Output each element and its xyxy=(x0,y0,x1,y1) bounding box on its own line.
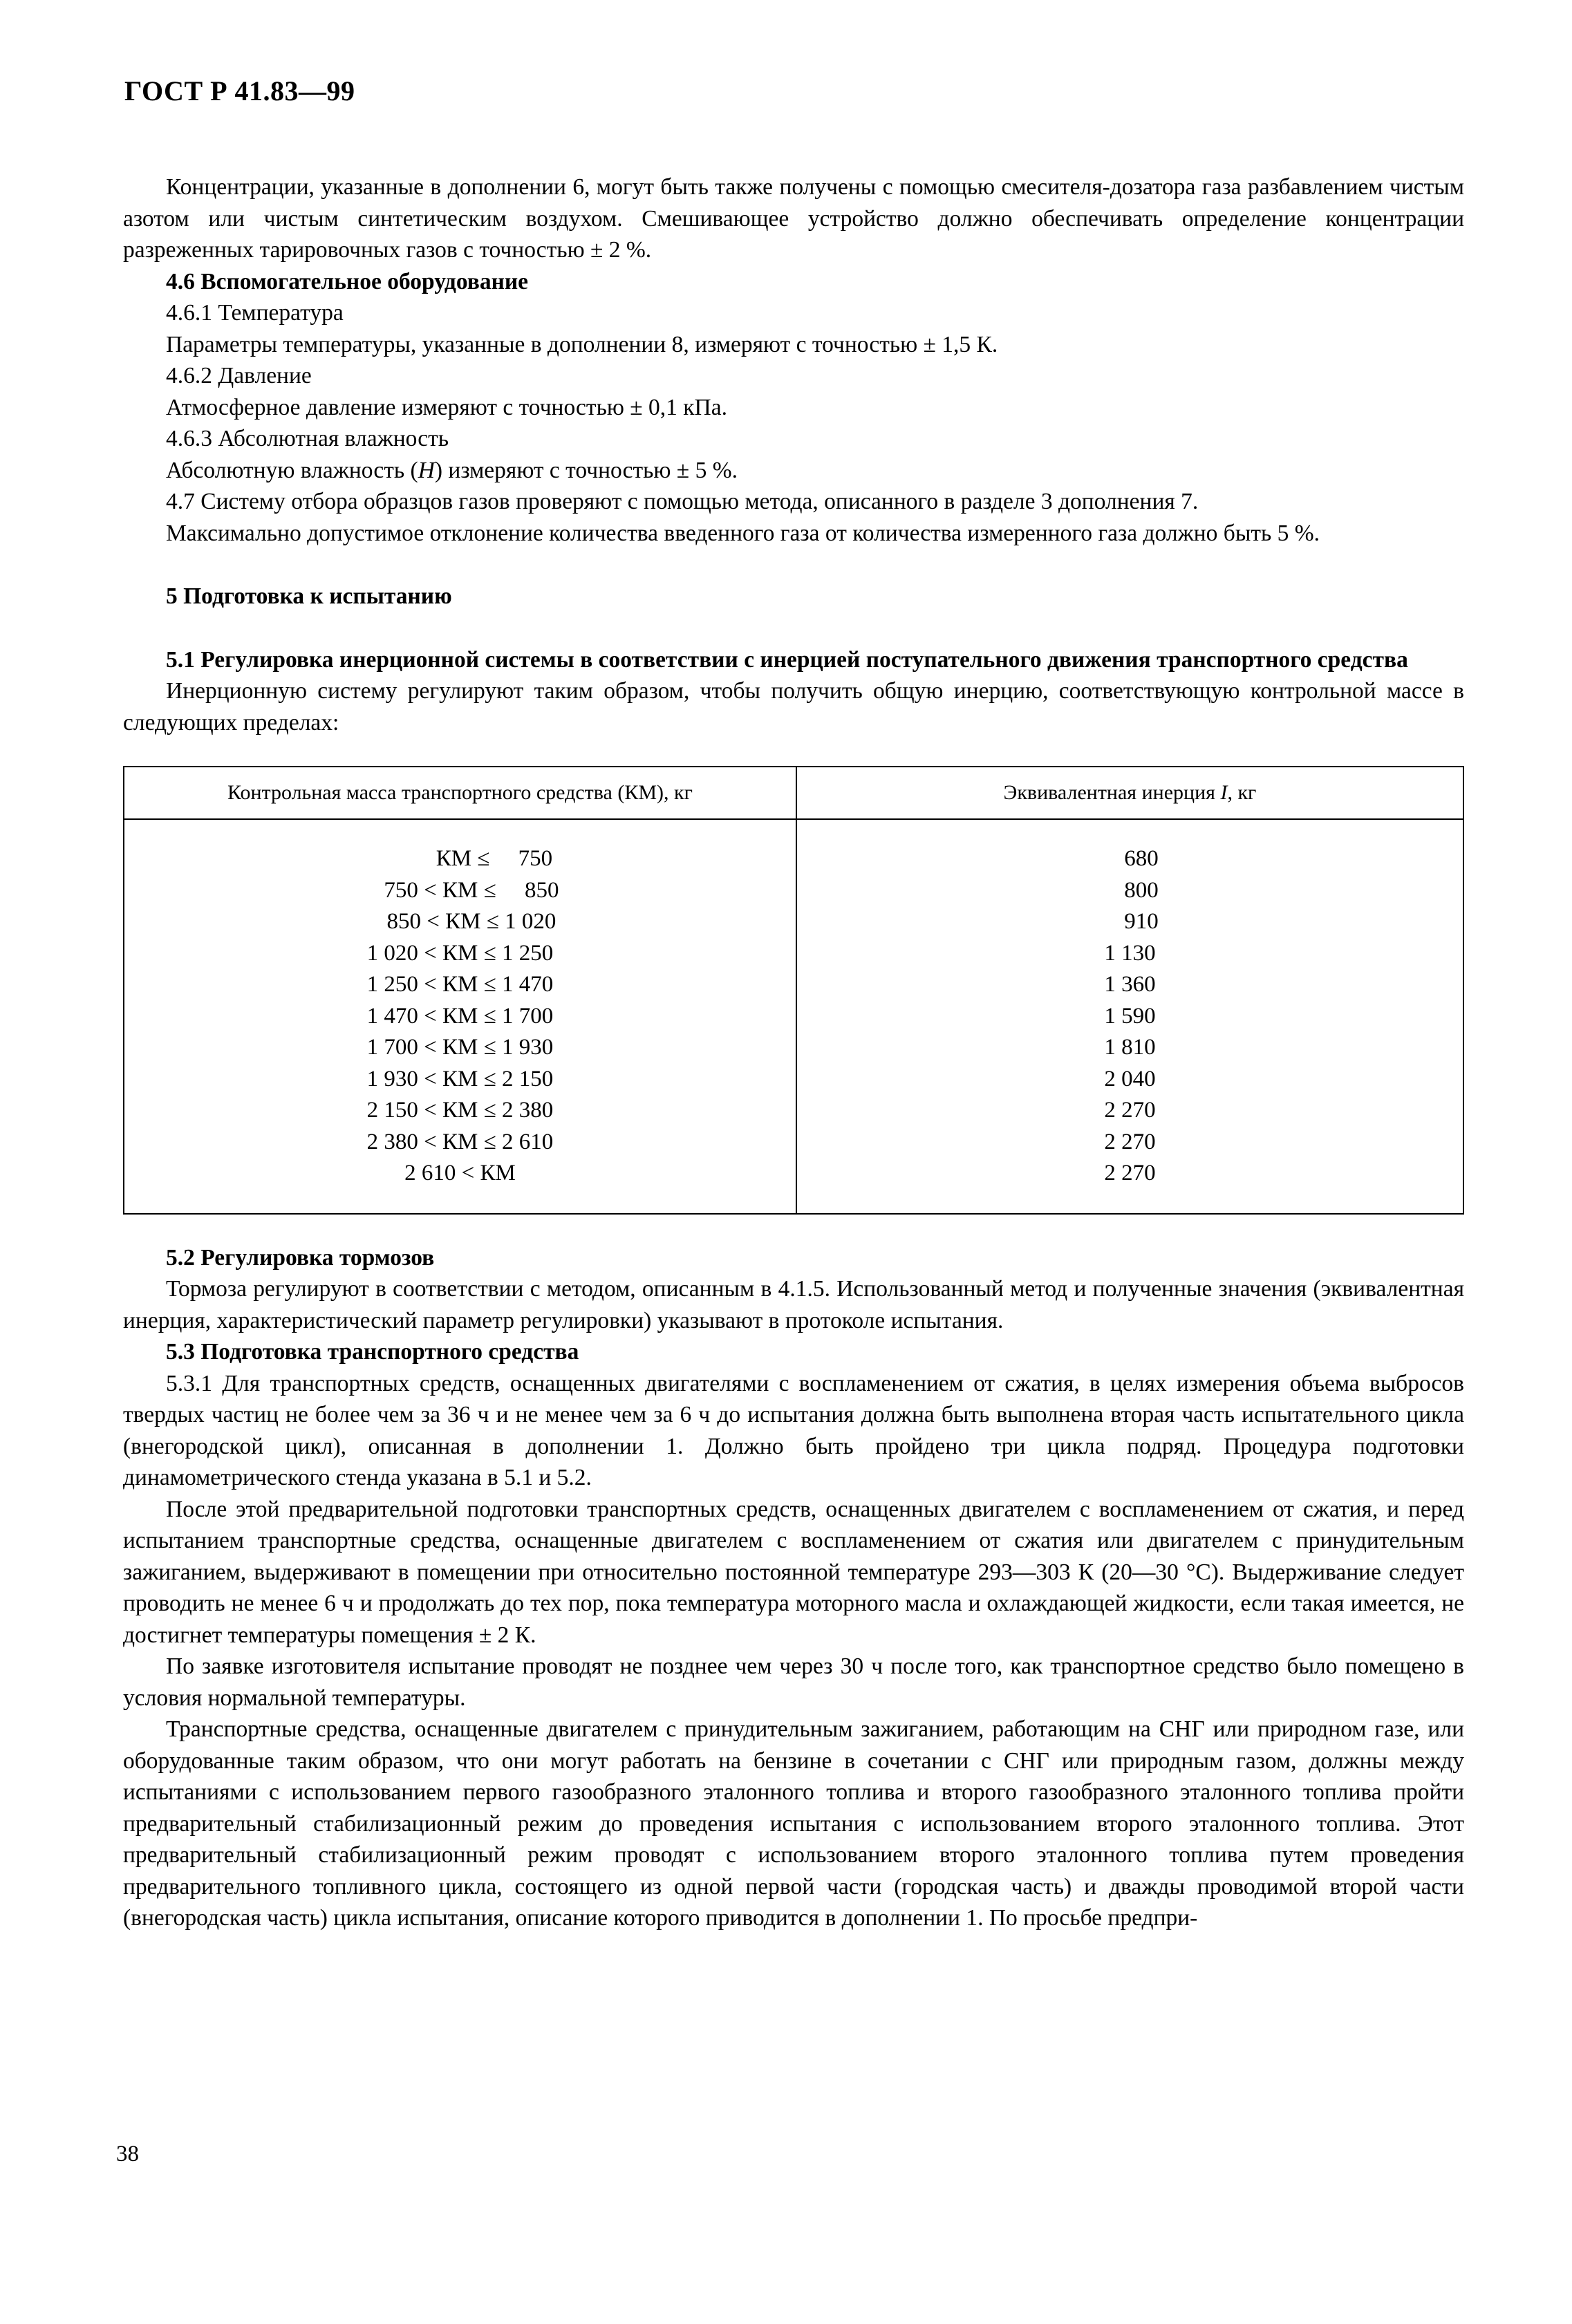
table-header-km: Контрольная масса транспортного средства (КМ), кг xyxy=(124,767,796,819)
table-header-inertia-prefix: Эквивалентная инерция xyxy=(1003,781,1221,804)
humidity-variable: Н xyxy=(418,457,435,483)
heading-4-6-3: 4.6.3 Абсолютная влажность xyxy=(166,426,449,451)
inertia-value: 1 590 xyxy=(1104,1003,1156,1029)
km-value: 1 700 < КМ ≤ 1 930 xyxy=(366,1035,554,1060)
km-value: 1 930 < КМ ≤ 2 150 xyxy=(366,1066,554,1091)
page-content xyxy=(123,171,1464,1934)
paragraph-after-preparation: После этой предварительной подготовки транспортных средств, оснащенных двигателем с воспламенением от сжатия, и перед испытанием транспортные средства, оснащенные двигателем с воспламенением от сжатия или двигателем с принудительным зажиганием, выдерживают в помещении при относительно постоянной температуре 293—303 К (20—30 °С). Выдерживание следует проводить не менее 6 ч и продолжать до тех пор, пока температура моторного масла и охлаждающей жидкости, если такая имеется, не достигнет температуры помещения ± 2 К. xyxy=(123,1496,1464,1648)
heading-4-6: 4.6 Вспомогательное оборудование xyxy=(166,268,529,294)
inertia-value: 1 810 xyxy=(1104,1035,1156,1060)
km-value: КМ ≤ 750 xyxy=(367,846,553,871)
spacer xyxy=(123,612,1464,644)
km-value: 1 470 < КМ ≤ 1 700 xyxy=(366,1003,554,1029)
heading-5-2: 5.2 Регулировка тормозов xyxy=(166,1244,435,1271)
paragraph-4-6-1: Параметры температуры, указанные в дополнении 8, измеряют с точностью ± 1,5 К. xyxy=(166,331,998,357)
heading-5-1: 5.1 Регулировка инерционной системы в соответствии с инерцией поступательного движения транспортного средства xyxy=(166,646,1408,673)
paragraph-4-6-3-part-a: Абсолютную влажность ( xyxy=(166,457,418,483)
paragraph-5-1: Инерционную систему регулируют таким образом, чтобы получить общую инерцию, соответствующую контрольной массе в следующих пределах: xyxy=(123,678,1464,735)
km-value: 2 610 < КМ xyxy=(404,1161,516,1186)
paragraph-intro: Концентрации, указанные в дополнении 6, могут быть также получены с помощью смесителя-дозатора газа разбавлением чистым азотом или чистым синтетическим воздухом. Смешивающее устройство должно обеспечивать определение концентрации разреженных тарировочных газов с точностью ± 2 %. xyxy=(123,174,1464,263)
paragraph-5-2: Тормоза регулируют в соответствии с методом, описанным в 4.1.5. Использованный метод и полученные значения (эквивалентная инерция, характеристический параметр регулировки) указывают в протоколе испытания. xyxy=(123,1276,1464,1333)
heading-4-6-1: 4.6.1 Температура xyxy=(166,300,344,326)
km-value: 2 150 < КМ ≤ 2 380 xyxy=(366,1098,554,1123)
km-value: 750 < КМ ≤ 850 xyxy=(361,877,559,903)
heading-4-6-2: 4.6.2 Давление xyxy=(166,363,312,388)
paragraph-4-6-2: Атмосферное давление измеряют с точностью ± 0,1 кПа. xyxy=(166,394,727,420)
inertia-table xyxy=(123,766,1464,1215)
table-head xyxy=(124,767,1463,819)
inertia-variable: I xyxy=(1220,781,1228,804)
heading-5-3: 5.3 Подготовка транспортного средства xyxy=(166,1339,579,1365)
inertia-value: 2 270 xyxy=(1104,1129,1156,1154)
inertia-value: 1 360 xyxy=(1104,972,1156,997)
standard-header: ГОСТ Р 41.83—99 xyxy=(124,75,355,106)
km-value: 1 250 < КМ ≤ 1 470 xyxy=(366,972,554,997)
heading-section-5: 5 Подготовка к испытанию xyxy=(166,583,452,609)
paragraph-4-6-3-part-b: ) измеряют с точностью ± 5 %. xyxy=(434,457,738,483)
inertia-value: 680 xyxy=(1101,846,1159,871)
table-header-row xyxy=(124,767,1463,819)
table-header-inertia-suffix: , кг xyxy=(1227,781,1257,804)
km-value: 1 020 < КМ ≤ 1 250 xyxy=(366,940,554,966)
inertia-table-wrapper xyxy=(123,766,1464,1215)
paragraph-4-7: 4.7 Систему отбора образцов газов проверяют с помощью метода, описанного в разделе 3 дополнения 7. xyxy=(166,489,1199,514)
inertia-value: 910 xyxy=(1101,909,1159,934)
inertia-value: 800 xyxy=(1101,877,1159,903)
paragraph-5-3-1: 5.3.1 Для транспортных средств, оснащенных двигателями с воспламенением от сжатия, в целях измерения объема выбросов твердых частиц не более чем за 36 ч и не менее чем за 6 ч до испытания должна быть выполнена вторая часть испытательного цикла (внегородской цикл), описанная в дополнении 1. Должно быть пройдено три цикла подряд. Процедура подготовки динамометрического стенда указана в 5.1 и 5.2. xyxy=(123,1370,1464,1490)
paragraph-4-6-3 xyxy=(123,455,1464,487)
paragraph-4-7-b: Максимально допустимое отклонение количества введенного газа от количества измеренного газа должно быть 5 %. xyxy=(166,520,1320,546)
km-value: 850 < КМ ≤ 1 020 xyxy=(364,909,556,934)
table-header-inertia xyxy=(796,767,1463,819)
inertia-value: 2 270 xyxy=(1104,1098,1156,1123)
paragraph-manufacturer-request: По заявке изготовителя испытание проводят не позднее чем через 30 ч после того, как транспортное средство было помещено в условия нормальной температуры. xyxy=(123,1653,1464,1711)
inertia-value: 1 130 xyxy=(1104,940,1156,966)
table-cell-inertia-column xyxy=(796,819,1463,1214)
table-body xyxy=(124,819,1463,1214)
inertia-value: 2 040 xyxy=(1104,1066,1156,1091)
km-value: 2 380 < КМ ≤ 2 610 xyxy=(366,1129,554,1154)
page-number: 38 xyxy=(116,2142,139,2166)
table-cell-km-column xyxy=(124,819,796,1214)
table-row xyxy=(124,819,1463,1214)
paragraph-lpg-natural-gas: Транспортные средства, оснащенные двигателем с принудительным зажиганием, работающим на СНГ или природном газе, или оборудованные таким образом, что они могут работать на бензине в сочетании с СНГ или природным газом, должны между испытаниями с использованием первого газообразного эталонного топлива и второго газообразного эталонного топлива пройти предварительный стабилизационный режим до проведения испытания с использованием второго эталонного топлива. Этот предварительный стабилизационный режим проводят с использованием второго эталонного топлива путем проведения предварительного топливного цикла, состоящего из одной первой части (городская часть) и дважды проводимой второй части (внегородская часть) цикла испытания, описание которого приводится в дополнении 1. По просьбе предпри- xyxy=(123,1716,1464,1931)
spacer xyxy=(123,549,1464,581)
inertia-value: 2 270 xyxy=(1104,1161,1156,1186)
